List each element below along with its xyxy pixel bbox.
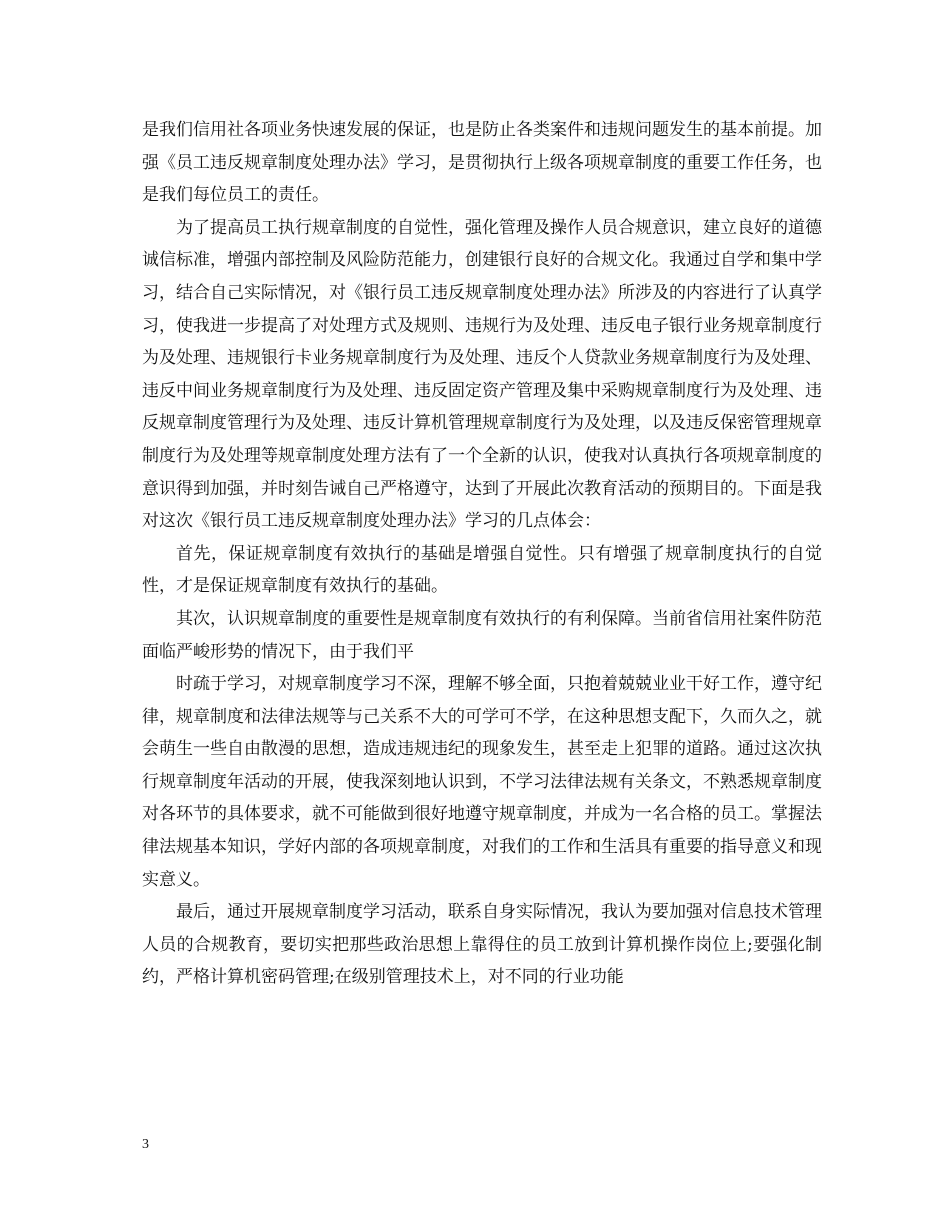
paragraph-5: 时疏于学习，对规章制度学习不深，理解不够全面，只抱着兢兢业业干好工作，遵守纪律，规章制度和法律法规等与己关系不大的可学可不学，在这种思想支配下，久而久之，就会萌生一些自由散漫的思想，造成违规违纪的现象发生，甚至走上犯罪的道路。通过这次执行规章制度年活动的开展，使我深刻地认识到，不学习法律法规有关条文，不熟悉规章制度对各环节的具体要求，就不可能做到很好地遵守规章制度，并成为一名合格的员工。掌握法律法规基本知识，学好内部的各项规章制度，对我们的工作和生活具有重要的指导意义和现实意义。: [142, 674, 822, 890]
paragraph-2: 为了提高员工执行规章制度的自觉性，强化管理及操作人员合规意识，建立良好的道德诚信标准，增强内部控制及风险防范能力，创建银行良好的合规文化。我通过自学和集中学习，结合自己实际情况，对《银行员工违反规章制度处理办法》所涉及的内容进行了认真学习，使我进一步提高了对处理方式及规则、违规行为及处理、违反电子银行业务规章制度行为及处理、违规银行卡业务规章制度行为及处理、违反个人贷款业务规章制度行为及处理、违反中间业务规章制度行为及处理、违反固定资产管理及集中采购规章制度行为及处理、违反规章制度管理行为及处理、违反计算机管理规章制度行为及处理，以及违反保密管理规章制度行为及处理等规章制度处理方法有了一个全新的认识，使我对认真执行各项规章制度的意识得到加强，并时刻告诫自己严格遵守，达到了开展此次教育活动的预期目的。下面是我对这次《银行员工违反规章制度处理办法》学习的几点体会：: [142, 217, 822, 532]
paragraph-1: 是我们信用社各项业务快速发展的保证，也是防止各类案件和违规问题发生的基本前提。加强《员工违反规章制度处理办法》学习，是贯彻执行上级各项规章制度的重要工作任务，也是我们每位员工的责任。: [142, 120, 822, 206]
paragraph-4: 其次，认识规章制度的重要性是规章制度有效执行的有利保障。当前省信用社案件防范面临严峻形势的情况下，由于我们平: [142, 608, 822, 662]
page-number: 3: [142, 1137, 149, 1152]
paragraph-3: 首先，保证规章制度有效执行的基础是增强自觉性。只有增强了规章制度执行的自觉性，才是保证规章制度有效执行的基础。: [142, 543, 822, 597]
paragraph-6: 最后，通过开展规章制度学习活动，联系自身实际情况，我认为要加强对信息技术管理人员的合规教育，要切实把那些政治思想上靠得住的员工放到计算机操作岗位上;要强化制约，严格计算机密码管理;在级别管理技术上，对不同的行业功能: [142, 902, 822, 988]
document-body: [142, 114, 822, 994]
